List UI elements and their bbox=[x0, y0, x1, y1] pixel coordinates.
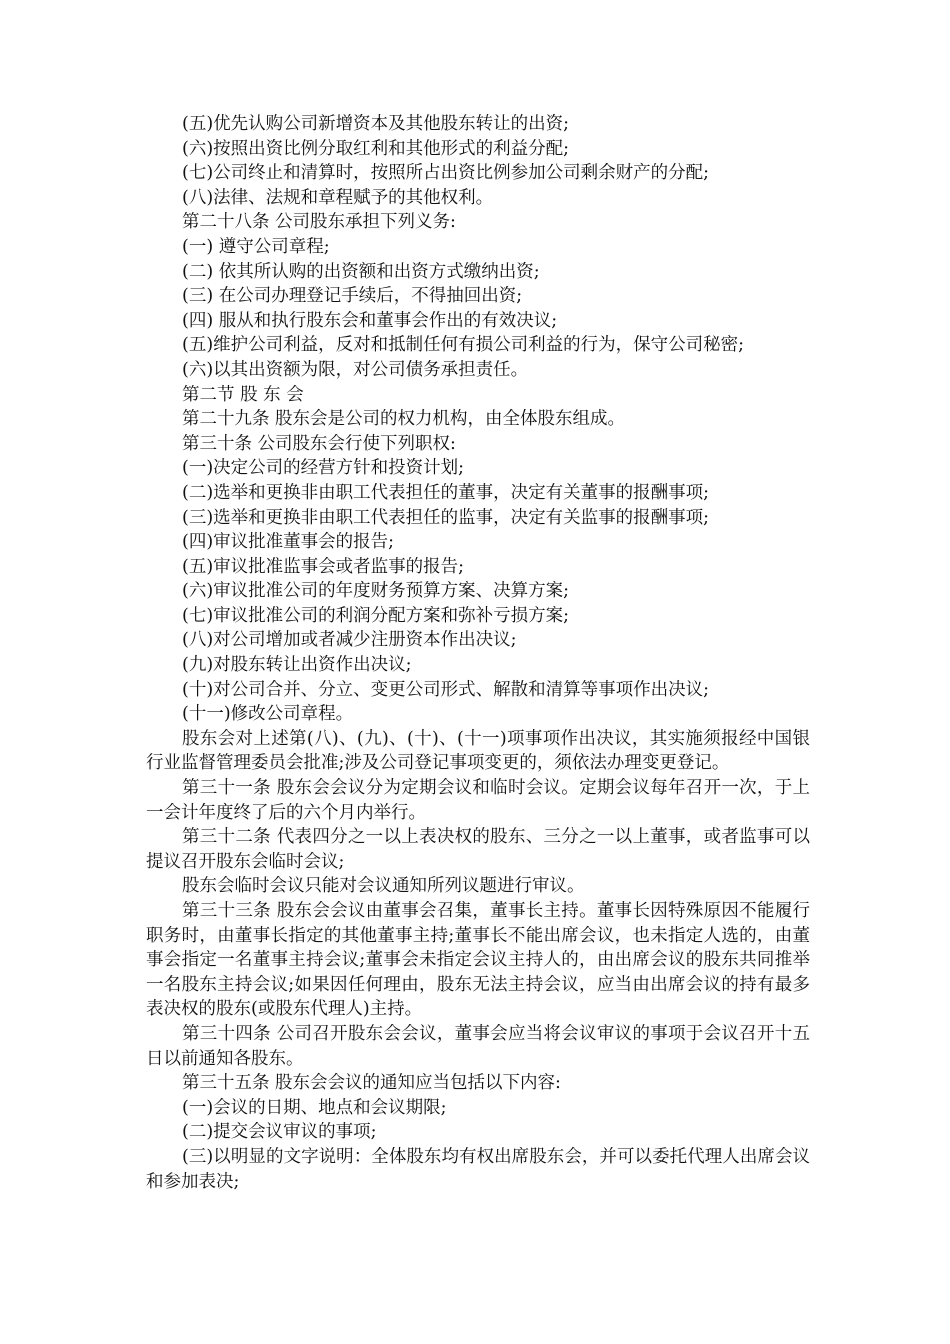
paragraph-article-33: 第三十三条 股东会会议由董事会召集，董事长主持。董事长因特殊原因不能履行职务时，由董事长指定的其他董事主持;董事长不能出席会议，也未指定人选的，由董事会指定一名董事主持会议;董事会未指定会议主持人的，由出席会议的股东共同推举一名股东主持会议;如果因任何理由，股东无法主持会议，应当由出席会议的持有最多表决权的股东(或股东代理人)主持。 bbox=[146, 901, 810, 1020]
text-line: (三) 在公司办理登记手续后，不得抽回出资; bbox=[182, 286, 523, 307]
text-line: (一)会议的日期、地点和会议期限; bbox=[182, 1097, 447, 1118]
text-line: (十)对公司合并、分立、变更公司形式、解散和清算等事项作出决议; bbox=[182, 679, 710, 700]
text-line: (二)提交会议审议的事项; bbox=[182, 1122, 377, 1143]
paragraph-article-31: 第三十一条 股东会会议分为定期会议和临时会议。定期会议每年召开一次，于上一会计年度终了后的六个月内举行。 bbox=[146, 778, 810, 823]
text-line: (六)审议批准公司的年度财务预算方案、决算方案; bbox=[182, 581, 570, 602]
paragraph-notice-item-3: (三)以明显的文字说明：全体股东均有权出席股东会，并可以委托代理人出席会议和参加表决; bbox=[146, 1146, 810, 1192]
text-line: 第三十条 公司股东会行使下列职权: bbox=[182, 433, 456, 454]
text-line: (四) 服从和执行股东会和董事会作出的有效决议; bbox=[182, 310, 558, 331]
text-line: (八)对公司增加或者减少注册资本作出决议; bbox=[182, 630, 517, 651]
text-line: (五)优先认购公司新增资本及其他股东转让的出资; bbox=[182, 114, 570, 134]
text-line: (二) 依其所认购的出资额和出资方式缴纳出资; bbox=[182, 261, 540, 282]
paragraph-article-34: 第三十四条 公司召开股东会会议，董事会应当将会议审议的事项于会议召开十五日以前通知各股东。 bbox=[146, 1023, 810, 1069]
paragraph-approval-note: 股东会对上述第(八)、(九)、(十)、(十一)项事项作出决议，其实施须报经中国银行业监督管理委员会批准;涉及公司登记事项变更的，须依法办理变更登记。 bbox=[146, 728, 810, 774]
text-line: (二)选举和更换非由职工代表担任的董事，决定有关董事的报酬事项; bbox=[182, 482, 710, 503]
text-line: (六)以其出资额为限，对公司债务承担责任。 bbox=[182, 359, 529, 380]
text-line: (八)法律、法规和章程赋予的其他权利。 bbox=[182, 187, 494, 208]
text-line: (三)选举和更换非由职工代表担任的监事，决定有关监事的报酬事项; bbox=[182, 507, 710, 528]
text-line: (六)按照出资比例分取红利和其他形式的利益分配; bbox=[182, 138, 570, 159]
list-block-notice-contents bbox=[146, 1071, 810, 1145]
text-line: (四)审议批准董事会的报告; bbox=[182, 532, 395, 553]
text-line: (一) 遵守公司章程; bbox=[182, 236, 330, 257]
document-body bbox=[146, 112, 810, 1194]
text-line: (九)对股东转让出资作出决议; bbox=[182, 655, 412, 676]
text-line: 第二节 股 东 会 bbox=[182, 384, 304, 405]
text-line: (十一)修改公司章程。 bbox=[182, 704, 354, 725]
text-line: (五)维护公司利益，反对和抵制任何有损公司利益的行为，保守公司秘密; bbox=[182, 335, 745, 356]
list-block-rights-duties-powers bbox=[146, 112, 810, 727]
text-line: (五)审议批准监事会或者监事的报告; bbox=[182, 556, 465, 577]
text-line: 第二十八条 公司股东承担下列义务: bbox=[182, 212, 456, 233]
text-line: 第三十五条 股东会会议的通知应当包括以下内容: bbox=[182, 1073, 561, 1094]
paragraph-article-32: 第三十二条 代表四分之一以上表决权的股东、三分之一以上董事，或者监事可以提议召开股东会临时会议; bbox=[146, 827, 810, 872]
text-line: (七)公司终止和清算时，按照所占出资比例参加公司剩余财产的分配; bbox=[182, 163, 710, 184]
text-line: 第二十九条 股东会是公司的权力机构，由全体股东组成。 bbox=[182, 409, 626, 430]
text-line: (一)决定公司的经营方针和投资计划; bbox=[182, 458, 465, 479]
text-line: (七)审议批准公司的利润分配方案和弥补亏损方案; bbox=[182, 605, 570, 626]
paragraph-temporary-meeting: 股东会临时会议只能对会议通知所列议题进行审议。 bbox=[182, 876, 585, 897]
